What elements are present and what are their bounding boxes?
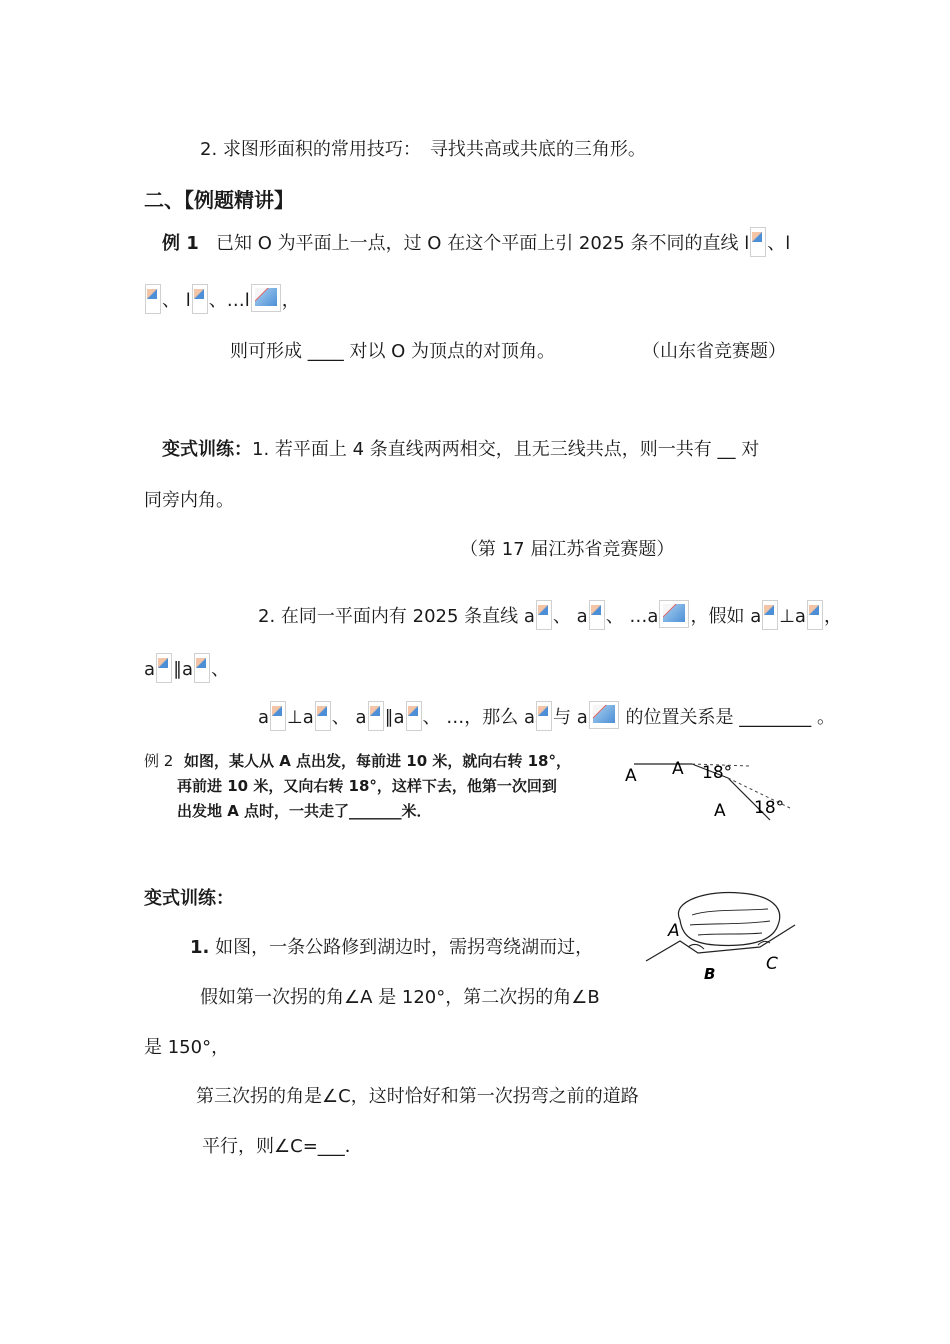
angle-label-1: 18°: [702, 763, 733, 783]
subscript-image-placeholder: [270, 701, 286, 731]
walking-path-figure: [620, 750, 805, 830]
subscript-image-placeholder: [156, 653, 172, 683]
subscript-image-placeholder: [750, 227, 766, 257]
subscript-image-placeholder: [536, 701, 552, 731]
subscript-image-placeholder: [589, 600, 605, 630]
lake-road-figure: [640, 885, 810, 985]
line-l1-glyph: l: [744, 233, 750, 254]
subscript-image-placeholder: [659, 600, 689, 628]
variation-2-q1-line-4: 第三次拐的角是∠C，这时恰好和第一次拐弯之前的道路: [196, 1086, 639, 1107]
lake-texture: [690, 909, 770, 935]
subscript-image-placeholder: [536, 600, 552, 630]
variation-2-line-3: a ⊥a 、 a ∥a 、 …，那么 a 与 a 的位置关系是 ________ 。: [258, 701, 835, 731]
subscript-image-placeholder: [807, 600, 823, 630]
subscript-image-placeholder: [762, 600, 778, 630]
variation-training-2-label: 变式训练：: [144, 888, 234, 909]
example-1-question: 则可形成 ____ 对以 O 为顶点的对顶角。: [230, 341, 556, 362]
label-a-start: A: [625, 766, 637, 786]
variation-2-line-2: a ∥a 、: [144, 653, 229, 683]
example-1-line-2: 、 l 、…l ，: [144, 284, 300, 314]
subscript-image-placeholder: [194, 653, 210, 683]
subscript-image-placeholder: [406, 701, 422, 731]
subscript-image-placeholder: [192, 284, 208, 314]
variation-1-line-2: 同旁内角。: [144, 490, 234, 511]
subscript-image-placeholder: [315, 701, 331, 731]
line-ln-glyph: l: [244, 290, 250, 311]
label-c: C: [766, 954, 778, 974]
example-2-line-3: 出发地 A 点时，一共走了_______米．: [177, 802, 432, 820]
variation-q1-text: 1. 若平面上 4 条直线两两相交，且无三线共点，则一共有 __ 对: [252, 439, 760, 460]
variation-1-line-1: [162, 438, 759, 462]
subscript-image-placeholder: [589, 701, 619, 729]
angle-label-2: 18°: [754, 798, 785, 818]
lake-outline: [678, 892, 779, 945]
line-l3-glyph: l: [185, 290, 191, 311]
variation-2-q1-line-2: 假如第一次拐的角∠A 是 120°，第二次拐的角∠B: [200, 987, 600, 1008]
variation-1-source: （第 17 届江苏省竞赛题）: [460, 539, 675, 560]
tip-2: 2. 求图形面积的常用技巧： 寻找共高或共底的三角形。: [200, 139, 646, 160]
variation-2-q1-line-5: 平行，则∠C=___．: [202, 1136, 363, 1157]
example-1-label: 例 1: [162, 233, 199, 254]
example-1-source: （山东省竞赛题）: [642, 341, 786, 362]
subscript-image-placeholder: [251, 284, 281, 312]
variation-2-q1-line-1: 1. 如图，一条公路修到湖边时，需拐弯绕湖而过，: [190, 937, 594, 958]
example-2-label: 例 2: [144, 752, 174, 770]
variation-label: 变式训练：: [162, 439, 252, 460]
subscript-image-placeholder: [145, 284, 161, 314]
label-a-second: A: [672, 759, 684, 779]
label-b: B: [704, 965, 716, 983]
variation-2-q1-line-3: 是 150°，: [144, 1037, 230, 1058]
subscript-image-placeholder: [368, 701, 384, 731]
line-l2-glyph: l: [785, 233, 791, 254]
label-a: A: [668, 921, 680, 941]
example-2-line-2: 再前进 10 米，又向右转 18°，这样下去，他第一次回到: [177, 777, 557, 795]
example-2-line-1: 如图，某人从 A 点出发，每前进 10 米，就向右转 18°，: [184, 752, 571, 770]
example-1-line-1: 例 1 已知 O 为平面上一点，过 O 在这个平面上引 2025 条不同的直线 l 、l: [162, 227, 790, 257]
example-1-text: 已知 O 为平面上一点，过 O 在这个平面上引 2025 条不同的直线: [215, 233, 739, 254]
section-heading: 二、【例题精讲】: [144, 188, 294, 212]
variation-2-line-1: 2. 在同一平面内有 2025 条直线 a 、 a 、 …a ，假如 a ⊥a ，: [258, 600, 842, 630]
label-a-third: A: [714, 801, 726, 821]
